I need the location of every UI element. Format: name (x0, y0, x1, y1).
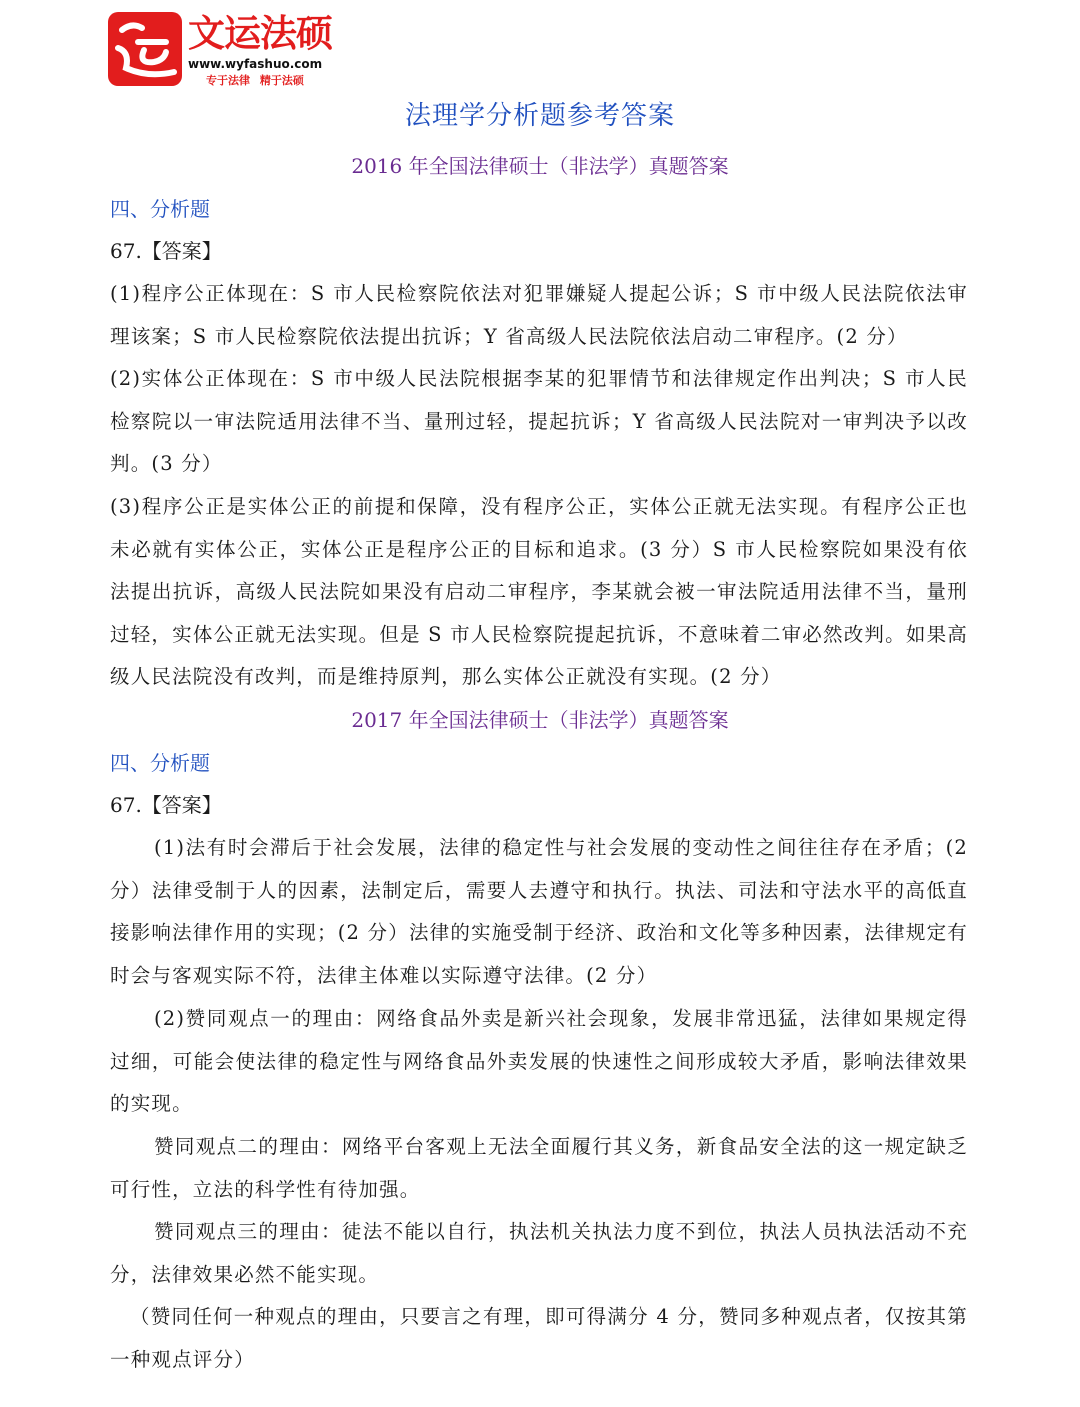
answer-label: 67.【答案】 (110, 239, 222, 263)
answer-paragraph: (3)程序公正是实体公正的前提和保障，没有程序公正，实体公正就无法实现。有程序公正也未必就有实体公正，实体公正是程序公正的目标和追求。(3 分）S 市人民检察院如果没有依法提出抗诉，高级人民法院如果没有启动二审程序，李某就会被一审法院适用法律不当，量刑过轻，实体公正就无法实现。但是 S 市人民检察院提起抗诉，不意味着二审必然改判。如果高级人民法院没有改判，而是维持原判，那么实体公正就没有实现。(2 分） (110, 495, 968, 689)
answer-paragraph: 赞同观点三的理由：徒法不能以自行，执法机关执法力度不到位，执法人员执法活动不充分，法律效果必然不能实现。 (110, 1220, 968, 1286)
section-heading: 四、分析题 (110, 751, 210, 775)
answer-paragraph: (2)实体公正体现在：S 市中级人民法院根据李某的犯罪情节和法律规定作出判决；S 市人民检察院以一审法院适用法律不当、量刑过轻，提起抗诉；Y 省高级人民法院对一审判决予以改判。(3 分） (110, 367, 968, 476)
brand-logo (108, 12, 348, 88)
logo-slogan: 专于法律 精于法硕 (206, 74, 304, 87)
document-title: 法理学分析题参考答案 (404, 101, 675, 131)
logo-title: 文运法硕 (188, 12, 332, 55)
answer-paragraph: 赞同观点二的理由：网络平台客观上无法全面履行其义务，新食品安全法的这一规定缺乏可行性，立法的科学性有待加强。 (110, 1135, 968, 1201)
answer-paragraph: (1)程序公正体现在：S 市人民检察院依法对犯罪嫌疑人提起公诉；S 市中级人民法院依法审理该案；S 市人民检察院依法提出抗诉；Y 省高级人民法院依法启动二审程序。(2 分） (110, 282, 968, 348)
year-heading-2016: 2016 年全国法律硕士（非法学）真题答案 (351, 154, 729, 178)
answer-paragraph: (2)赞同观点一的理由：网络食品外卖是新兴社会现象，发展非常迅猛，法律如果规定得过细，可能会使法律的稳定性与网络食品外卖发展的快速性之间形成较大矛盾，影响法律效果的实现。 (110, 1007, 968, 1116)
year-heading-2017: 2017 年全国法律硕士（非法学）真题答案 (351, 708, 729, 732)
logo-url: www.wyfashuo.com (188, 57, 323, 71)
answer-paragraph: (1)法有时会滞后于社会发展，法律的稳定性与社会发展的变动性之间往往存在矛盾；(2 分）法律受制于人的因素，法制定后，需要人去遵守和执行。执法、司法和守法水平的高低直接影响法律作用的实现；(2 分）法律的实施受制于经济、政治和文化等多种因素，法律规定有时会与客观实际不符，法律主体难以实际遵守法律。(2 分） (110, 836, 968, 987)
logo-mark-icon (108, 12, 182, 86)
scoring-note: （赞同任何一种观点的理由，只要言之有理，即可得满分 4 分，赞同多种观点者，仅按其第一种观点评分） (110, 1305, 968, 1371)
section-heading: 四、分析题 (110, 197, 210, 221)
answer-label: 67.【答案】 (110, 793, 222, 817)
